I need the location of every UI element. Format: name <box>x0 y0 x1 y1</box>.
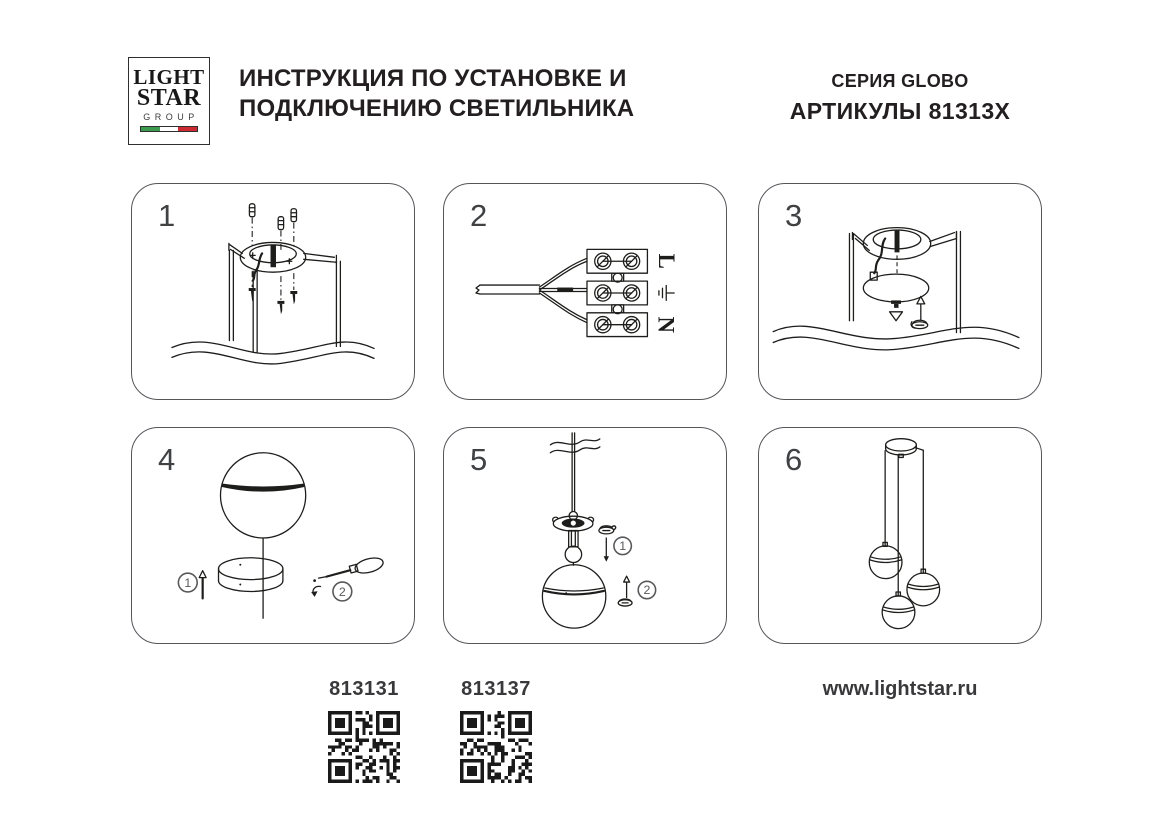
step-panel-6 <box>758 427 1042 644</box>
logo-text-star: STAR <box>136 85 202 111</box>
ceiling-surface <box>773 326 1019 350</box>
step-panel-3 <box>758 183 1042 400</box>
flag-white-segment <box>160 127 179 131</box>
canopy-cover <box>863 274 928 321</box>
callout-2 <box>618 576 655 606</box>
flag-red-segment <box>178 127 197 131</box>
page-title <box>239 64 634 124</box>
svg-text:1: 1 <box>184 576 192 591</box>
svg-text:2: 2 <box>643 583 651 598</box>
qr-code-1 <box>328 711 400 783</box>
qr-code-2 <box>460 711 532 783</box>
globe-shade <box>220 453 305 538</box>
ceiling-surface <box>172 342 374 364</box>
earth-symbol <box>659 286 674 301</box>
series-label: СЕРИЯ GLOBO <box>831 71 969 91</box>
website-url: www.lightstar.ru <box>822 678 978 700</box>
globe-shade <box>542 565 605 628</box>
step-panel-2 <box>443 183 727 400</box>
step-number: 4 <box>158 442 176 477</box>
label-live: L <box>653 253 679 269</box>
step-number: 5 <box>470 442 488 477</box>
svg-text:2: 2 <box>338 584 346 599</box>
step-number: 3 <box>785 198 803 233</box>
down-arrow-icon <box>890 312 903 321</box>
pendant-canopy <box>553 512 594 547</box>
logo-text-light: LIGHT <box>133 65 205 89</box>
terminal-block <box>587 249 647 336</box>
up-arrow-icon <box>917 296 925 303</box>
mounting-ring-band <box>219 558 283 592</box>
mounting-arms <box>229 243 337 263</box>
mounting-screws <box>249 271 298 314</box>
article-number-1: 813131 <box>329 678 399 700</box>
globe-pendants <box>869 542 939 628</box>
lightstar-logo <box>128 57 210 145</box>
step-number: 6 <box>785 442 803 477</box>
step-panel-5 <box>443 427 727 644</box>
light-bulb <box>565 546 581 562</box>
title-line-2: ПОДКЛЮЧЕНИЮ СВЕТИЛЬНИКА <box>239 95 635 122</box>
mounting-arms <box>852 232 956 251</box>
step-panel-1 <box>131 183 415 400</box>
mounting-ring <box>240 242 305 280</box>
callout-1 <box>178 571 206 599</box>
callout-2 <box>333 582 352 601</box>
screwdriver-icon <box>313 555 385 582</box>
step-number: 1 <box>158 198 176 233</box>
italian-flag-stripe <box>140 126 198 132</box>
title-line-1: ИНСТРУКЦИЯ ПО УСТАНОВКЕ И <box>239 65 627 92</box>
step-number: 2 <box>470 198 488 233</box>
article-number-2: 813137 <box>461 678 531 700</box>
terminal-screws <box>595 253 640 333</box>
ceiling-canopy <box>886 439 924 458</box>
locking-screw <box>911 296 928 328</box>
rotation-arrow-icon <box>311 586 320 597</box>
svg-text:1: 1 <box>619 539 627 554</box>
terminal-labels <box>654 254 679 334</box>
logo-text-group: GROUP <box>143 112 199 122</box>
power-cable <box>476 258 587 322</box>
label-neutral: N <box>653 316 679 333</box>
callout-1 <box>599 526 631 562</box>
step-panel-4 <box>131 427 415 644</box>
flag-green-segment <box>141 127 160 131</box>
articles-label: АРТИКУЛЫ 81313X <box>789 98 1011 124</box>
